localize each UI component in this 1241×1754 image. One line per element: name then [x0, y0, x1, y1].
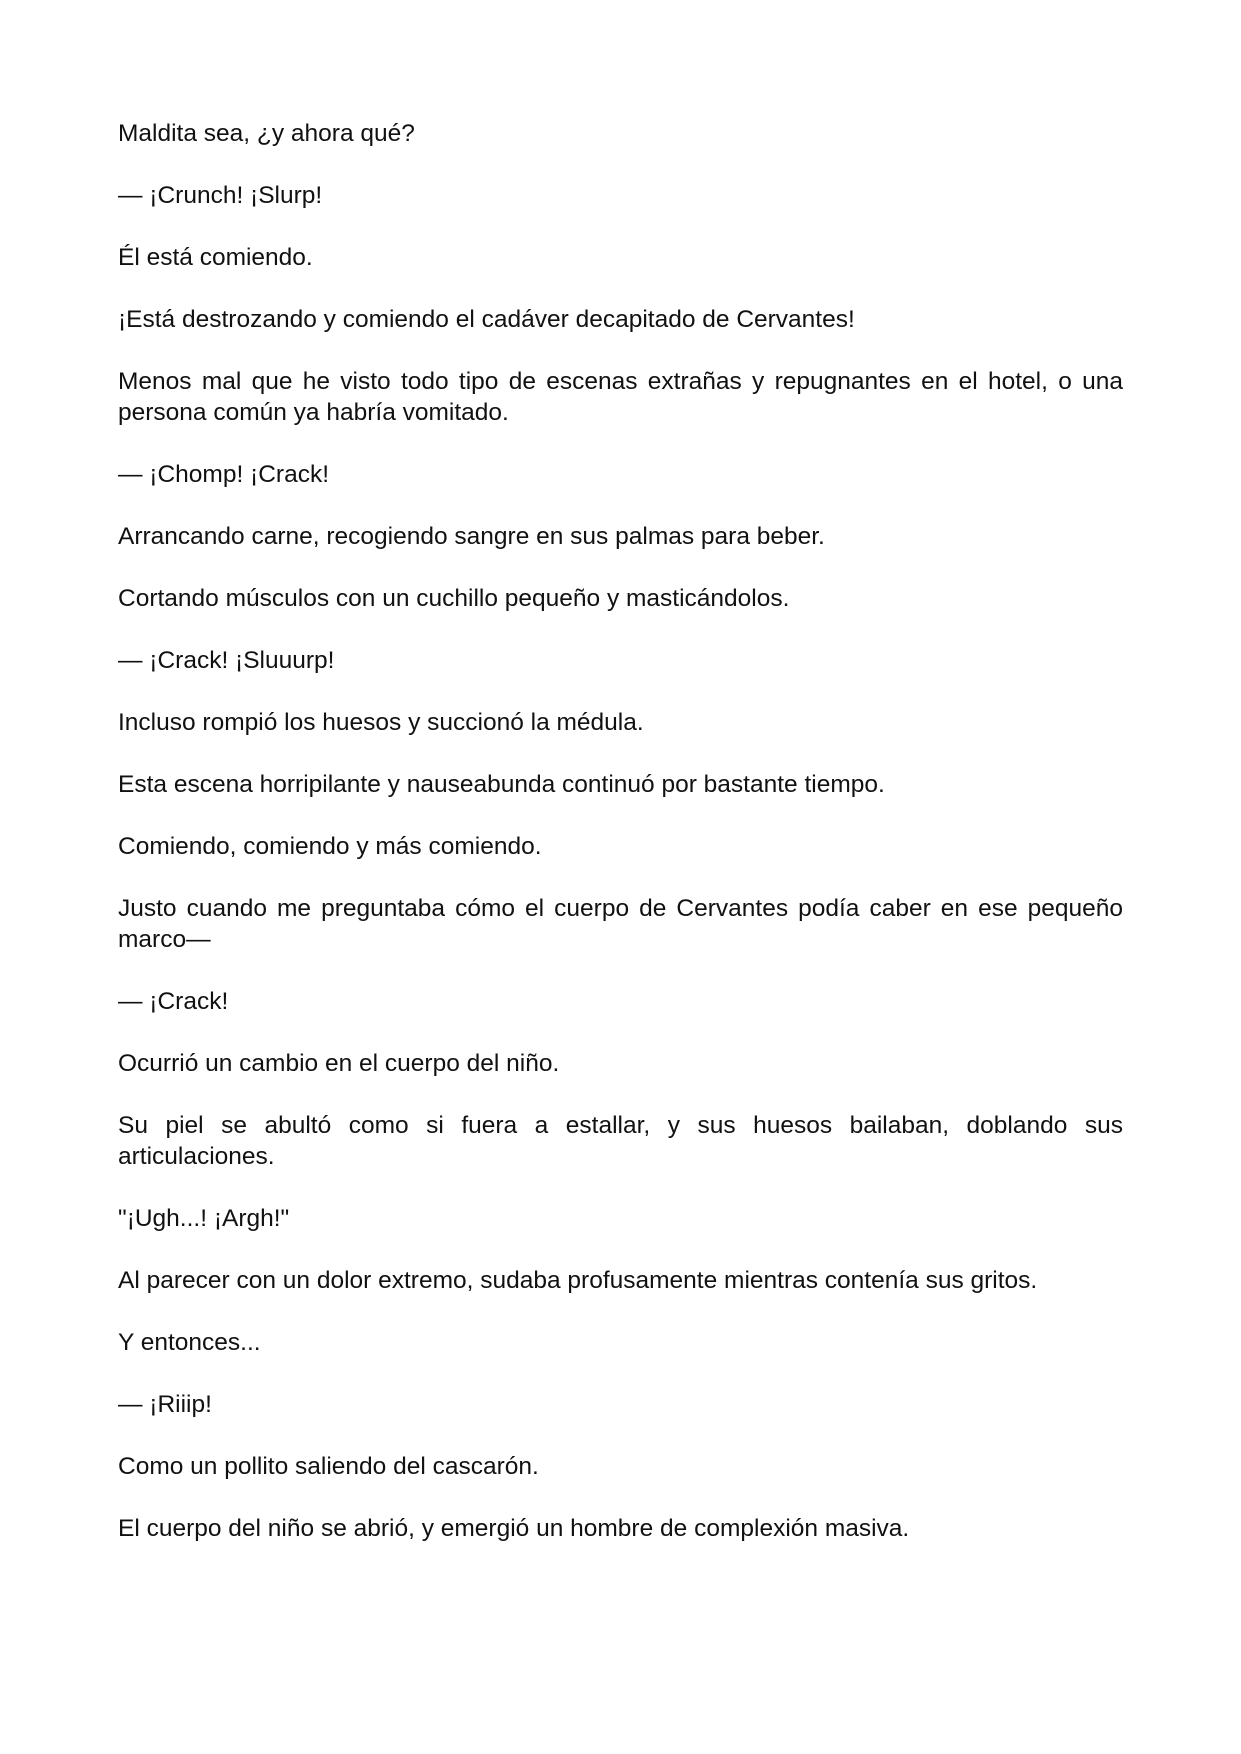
paragraph: Ocurrió un cambio en el cuerpo del niño.	[118, 1050, 560, 1077]
paragraph: — ¡Crunch! ¡Slurp!	[118, 182, 323, 209]
paragraph: "¡Ugh...! ¡Argh!"	[118, 1205, 290, 1232]
paragraph: Cortando músculos con un cuchillo pequeño y masticándolos.	[118, 585, 790, 612]
paragraph: Su piel se abultó como si fuera a estallar, y sus huesos bailaban, doblando sus articulaciones.	[118, 1112, 1123, 1170]
paragraph: Como un pollito saliendo del cascarón.	[118, 1453, 539, 1480]
paragraph: — ¡Crack!	[118, 988, 229, 1015]
paragraph: Comiendo, comiendo y más comiendo.	[118, 833, 542, 860]
paragraph: Maldita sea, ¿y ahora qué?	[118, 120, 415, 147]
paragraph: ¡Está destrozando y comiendo el cadáver decapitado de Cervantes!	[118, 306, 855, 333]
paragraph: Justo cuando me preguntaba cómo el cuerpo de Cervantes podía caber en ese pequeño marco—	[118, 895, 1123, 953]
paragraph: — ¡Crack! ¡Sluuurp!	[118, 647, 335, 674]
paragraph: Y entonces...	[118, 1329, 261, 1356]
paragraph: El cuerpo del niño se abrió, y emergió un hombre de complexión masiva.	[118, 1515, 910, 1542]
paragraph: Incluso rompió los huesos y succionó la médula.	[118, 709, 644, 736]
paragraph: Él está comiendo.	[118, 244, 313, 271]
paragraph: — ¡Chomp! ¡Crack!	[118, 461, 330, 488]
paragraph: Arrancando carne, recogiendo sangre en sus palmas para beber.	[118, 523, 825, 550]
paragraph: Al parecer con un dolor extremo, sudaba profusamente mientras contenía sus gritos.	[118, 1267, 1038, 1294]
body-text	[118, 118, 1123, 1575]
paragraph: — ¡Riiip!	[118, 1391, 212, 1418]
paragraph: Menos mal que he visto todo tipo de escenas extrañas y repugnantes en el hotel, o una persona común ya habría vomitado.	[118, 368, 1123, 426]
paragraph: Esta escena horripilante y nauseabunda continuó por bastante tiempo.	[118, 771, 885, 798]
